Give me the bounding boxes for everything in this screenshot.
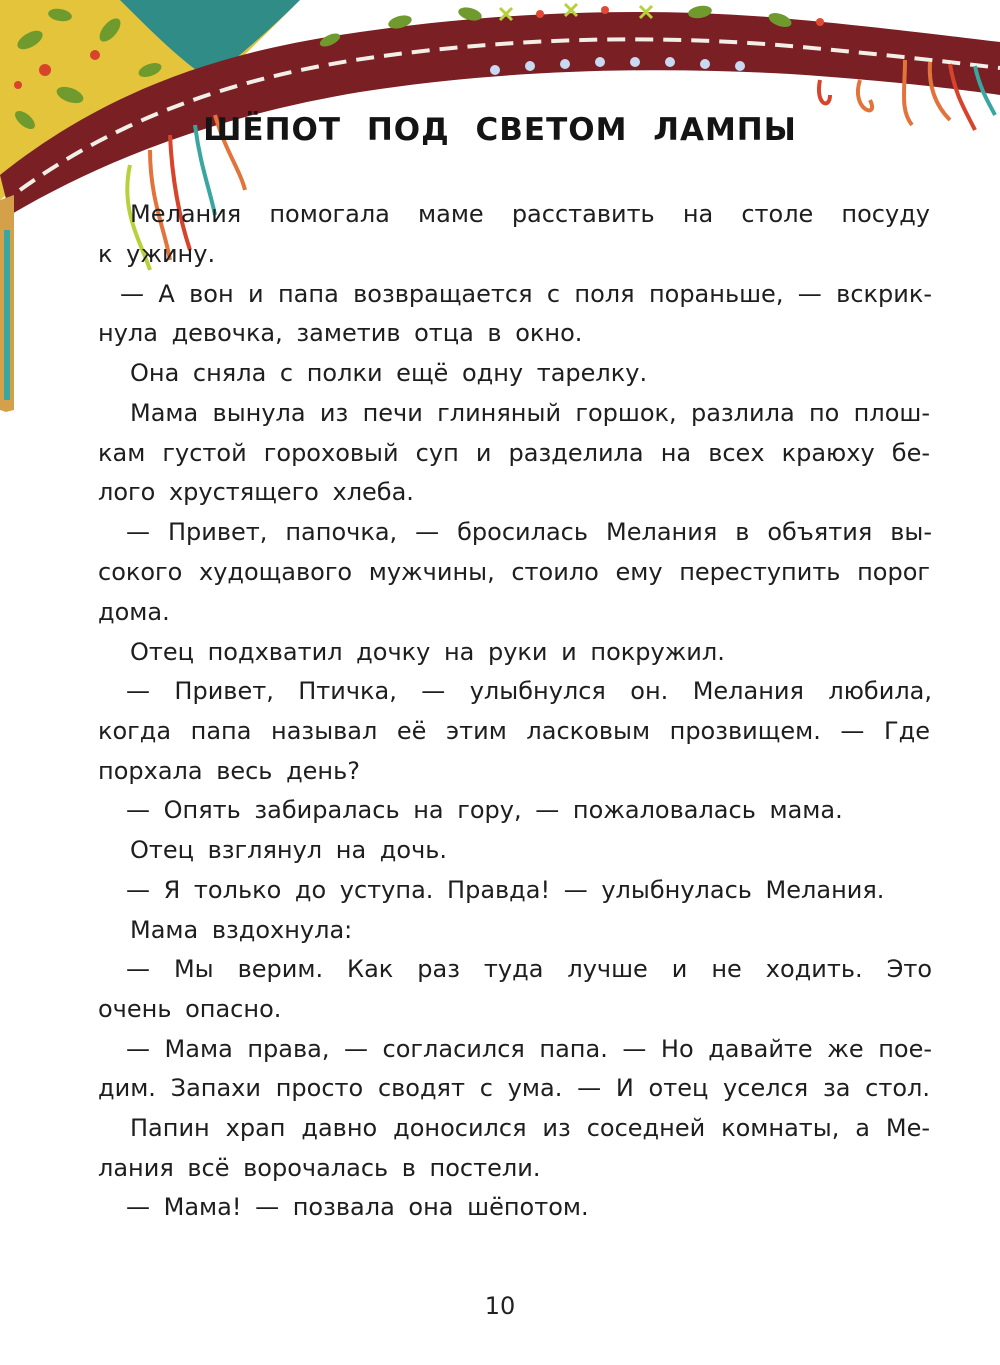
text-line: — А вон и папа возвращается с поля пораньше, — вскрик- [120,280,932,308]
text-line: лого хрустящего хлеба. [98,478,414,506]
text-line: к ужину. [98,240,216,268]
page-number: 10 [484,1292,516,1320]
text-line: Мама вынула из печи глиняный горшок, разлила по плош- [130,399,930,427]
text-line: нула девочка, заметив отца в окно. [98,319,583,347]
text-line: Она сняла с полки ещё одну тарелку. [130,359,648,387]
text-line: — Привет, папочка, — бросилась Мелания в объятия вы- [126,518,932,546]
text-line: Мама вздохнула: [130,916,353,944]
chapter-title: ШЁПОТ ПОД СВЕТОМ ЛАМПЫ [203,112,797,148]
text-line: лания всё ворочалась в постели. [98,1154,541,1182]
text-line: сокого худощавого мужчины, стоило ему переступить порог [98,558,930,586]
text-line: — Мы верим. Как раз туда лучше и не ходить. Это [126,955,932,983]
text-line: когда папа называл её этим ласковым прозвищем. — Где [98,717,930,745]
text-line: дим. Запахи просто сводят с ума. — И отец уселся за стол. [98,1074,930,1102]
text-line: Мелания помогала маме расставить на столе посуду [130,200,930,228]
text-line: Отец взглянул на дочь. [130,836,448,864]
text-line: — Мама! — позвала она шёпотом. [126,1193,589,1221]
text-line: Отец подхватил дочку на руки и покружил. [130,638,725,666]
text-line: — Опять забиралась на гору, — пожаловалась мама. [126,796,843,824]
text-line: — Я только до уступа. Правда! — улыбнулась Мелания. [126,876,885,904]
text-line: — Мама права, — согласился папа. — Но давайте же пое- [126,1035,932,1063]
text-line: дома. [98,598,170,626]
text-line: кам густой гороховый суп и разделила на всех краюху бе- [98,439,930,467]
text-line: очень опасно. [98,995,282,1023]
text-line: порхала весь день? [98,757,361,785]
text-line: Папин храп давно доносился из соседней комнаты, а Ме- [130,1114,930,1142]
text-line: — Привет, Птичка, — улыбнулся он. Мелания любила, [126,677,932,705]
